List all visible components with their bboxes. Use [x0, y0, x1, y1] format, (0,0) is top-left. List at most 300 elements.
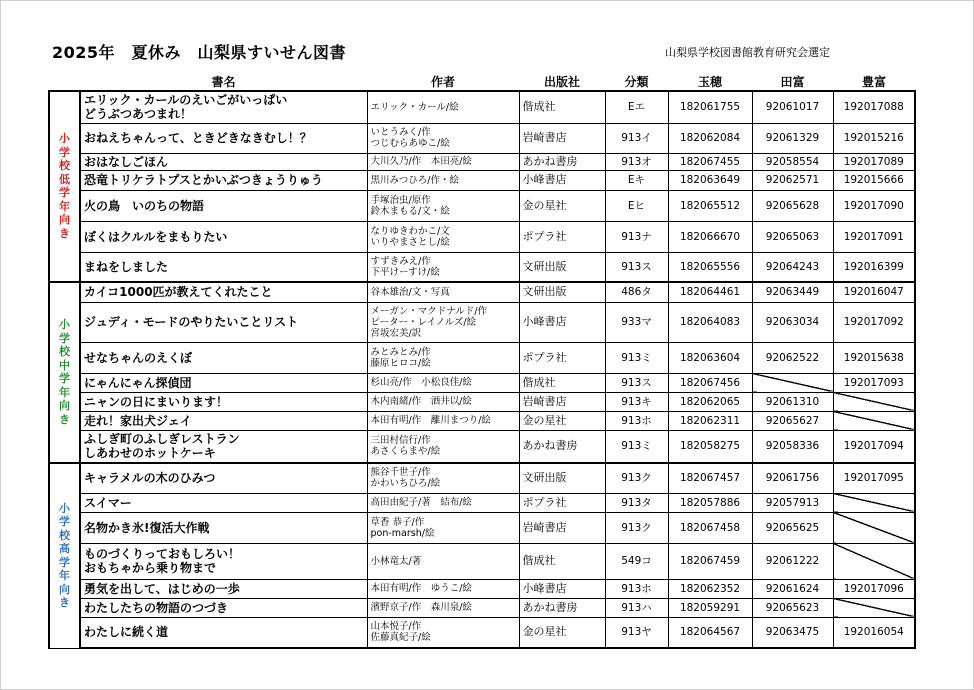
book-author-text: 小林竜太/著 — [370, 555, 422, 567]
book-author-text: いりやまさとし/絵 — [370, 236, 450, 248]
book-row — [49, 543, 915, 579]
book-number-toyotomi-text: 192017093 — [843, 376, 904, 389]
book-number-tatomi — [752, 252, 833, 282]
book-author — [367, 392, 519, 411]
book-number-toyotomi — [833, 392, 915, 411]
book-author — [367, 91, 519, 123]
book-author-text: 佐藤真紀子/絵 — [370, 632, 431, 644]
book-number-tamaho-text: 182067456 — [679, 376, 741, 389]
book-class — [605, 373, 668, 392]
book-row — [49, 392, 915, 411]
book-class — [605, 579, 668, 598]
book-number-tamaho — [668, 91, 752, 123]
book-number-tatomi — [752, 302, 833, 342]
book-number-tamaho — [668, 411, 752, 430]
book-title — [80, 411, 367, 430]
book-number-tatomi — [752, 153, 833, 170]
book-author — [367, 493, 519, 512]
book-number-tamaho-text: 182067459 — [679, 555, 741, 567]
book-row — [49, 123, 915, 153]
book-publisher-text: 岩崎書店 — [522, 131, 567, 144]
book-row — [49, 190, 915, 221]
book-number-tamaho — [668, 373, 752, 392]
table-header-row — [49, 72, 915, 91]
book-row — [49, 512, 915, 543]
book-number-tatomi — [752, 430, 833, 463]
book-title-text: 走れ！家出犬ジェイ — [84, 413, 192, 428]
book-title — [80, 123, 367, 153]
book-number-tatomi — [752, 123, 833, 153]
book-class — [605, 493, 668, 512]
book-number-toyotomi — [833, 190, 915, 221]
book-number-tamaho — [668, 493, 752, 512]
group-label-cell — [49, 463, 80, 648]
group-label: 小学校高学年向き — [59, 501, 70, 609]
book-number-toyotomi-text: 192017095 — [843, 472, 904, 485]
book-author — [367, 411, 519, 430]
book-class-text: 913ミ — [621, 351, 652, 364]
book-publisher — [519, 373, 605, 392]
book-publisher — [519, 91, 605, 123]
book-number-tatomi-text: 92063034 — [765, 316, 820, 328]
book-title — [80, 282, 367, 302]
book-row — [49, 282, 915, 302]
book-publisher — [519, 170, 605, 190]
book-title-text: 勇気を出して、はじめの一歩 — [84, 581, 240, 596]
book-class-text: 913ナ — [621, 230, 652, 243]
book-title-text: 恐竜トリケラトプスとかいぶつきょうりゅう — [84, 173, 323, 187]
book-number-toyotomi-text: 192016054 — [843, 626, 904, 639]
book-number-tamaho — [668, 579, 752, 598]
book-number-tamaho — [668, 512, 752, 543]
book-number-toyotomi — [833, 512, 915, 543]
book-number-toyotomi — [833, 411, 915, 430]
book-number-tamaho-text: 182062311 — [679, 414, 741, 427]
book-row — [49, 598, 915, 617]
book-author — [367, 153, 519, 170]
book-class-text: Eエ — [627, 101, 646, 114]
book-number-toyotomi-text: 192017094 — [843, 440, 904, 453]
book-author — [367, 123, 519, 153]
book-number-tatomi — [752, 221, 833, 252]
book-author-text: 本田有明/作 ゆうこ/絵 — [370, 583, 472, 594]
book-number-tamaho — [668, 543, 752, 579]
book-publisher — [519, 190, 605, 221]
book-author-text: いとうみく/作 — [370, 127, 431, 138]
book-author-text: エリック・カール/絵 — [370, 101, 459, 113]
book-number-tamaho — [668, 617, 752, 648]
book-class — [605, 221, 668, 252]
book-class — [605, 430, 668, 463]
book-number-toyotomi — [833, 302, 915, 342]
book-number-toyotomi — [833, 252, 915, 282]
book-number-tatomi-text: 92061756 — [765, 472, 820, 485]
book-class-text: 913イ — [621, 132, 652, 144]
header-title: 書名 — [80, 72, 367, 91]
group-label: 小学校中学年向き — [59, 318, 70, 426]
book-number-tamaho-text: 182067458 — [679, 521, 741, 534]
book-number-toyotomi — [833, 617, 915, 648]
book-number-toyotomi-text: 192017090 — [843, 199, 904, 212]
book-author-text: メーガン・マクドナルド/作 — [370, 305, 488, 317]
book-title-text: わたしに続く道 — [84, 625, 169, 640]
book-number-tamaho-text: 182065556 — [679, 260, 741, 273]
book-title-text: エリック・カールのえいごがいっぱい — [84, 93, 288, 108]
book-title-text: せなちゃんのえくぼ — [84, 350, 193, 365]
book-number-tamaho-text: 182067457 — [679, 472, 741, 485]
book-number-toyotomi — [833, 153, 915, 170]
book-publisher-text: 文研出版 — [522, 471, 567, 485]
book-number-toyotomi — [833, 430, 915, 463]
book-publisher-text: ポプラ社 — [522, 495, 567, 509]
book-row — [49, 221, 915, 252]
book-author — [367, 512, 519, 543]
book-number-tamaho-text: 182059291 — [679, 601, 741, 614]
book-number-tamaho-text: 182064461 — [679, 286, 741, 299]
book-number-tatomi-text: 92065627 — [765, 414, 820, 427]
book-row — [49, 170, 915, 190]
header-publisher: 出版社 — [519, 72, 605, 91]
book-number-toyotomi-text: 192017096 — [843, 582, 904, 595]
group-label-cell — [49, 282, 80, 463]
book-class — [605, 617, 668, 648]
book-author-text: 大川久乃/作 本田亮/絵 — [370, 156, 472, 167]
book-publisher-text: 文研出版 — [522, 259, 567, 273]
book-title — [80, 342, 367, 373]
book-class-text: 913タ — [621, 496, 652, 509]
selection-organization: 山梨県学校図書館教育研究会選定 — [665, 46, 830, 59]
book-title — [80, 493, 367, 512]
book-author — [367, 221, 519, 252]
book-author-text: 草香 恭子/作 — [370, 516, 425, 528]
book-title-text: おねえちゃんって、ときどきなきむし！？ — [84, 131, 312, 145]
book-author-text: 宮坂宏美/訳 — [370, 327, 422, 339]
book-author-text: 高田由紀子/著 結布/絵 — [370, 497, 472, 508]
book-number-tatomi — [752, 190, 833, 221]
book-author-text: 黒川みつひろ/作・絵 — [370, 174, 460, 186]
book-number-tatomi-text: 92062522 — [765, 351, 820, 364]
book-number-tamaho — [668, 598, 752, 617]
book-class — [605, 342, 668, 373]
book-author — [367, 598, 519, 617]
book-number-tatomi — [752, 392, 833, 411]
book-number-tatomi-text: 92057913 — [765, 496, 820, 509]
book-class-text: 913ヤ — [621, 626, 652, 639]
book-number-tamaho — [668, 430, 752, 463]
book-row — [49, 91, 915, 123]
book-number-tatomi — [752, 373, 833, 392]
book-publisher — [519, 221, 605, 252]
book-number-tamaho — [668, 170, 752, 190]
book-class — [605, 252, 668, 282]
book-row — [49, 411, 915, 430]
book-class-text: 549コ — [621, 555, 652, 567]
book-number-tatomi — [752, 579, 833, 598]
book-number-toyotomi-text: 192016399 — [843, 260, 904, 273]
book-number-toyotomi — [833, 342, 915, 373]
book-publisher — [519, 342, 605, 373]
book-number-tatomi-text: 92065063 — [765, 230, 820, 243]
book-number-toyotomi-text: 192017092 — [843, 316, 904, 328]
book-title — [80, 617, 367, 648]
book-author-text: ピーター・レイノルズ/絵 — [370, 316, 477, 328]
book-author — [367, 579, 519, 598]
book-title-text: 名物かき氷!復活大作戦 — [84, 520, 210, 535]
book-number-toyotomi — [833, 373, 915, 392]
book-publisher — [519, 463, 605, 493]
page-title: 2025年 夏休み 山梨県すいせん図書 — [52, 43, 347, 62]
book-row — [49, 252, 915, 282]
book-title-text: しあわせのホットケーキ — [84, 446, 216, 461]
book-title — [80, 543, 367, 579]
book-class — [605, 91, 668, 123]
book-author — [367, 302, 519, 342]
book-row — [49, 579, 915, 598]
book-number-tamaho-text: 182061755 — [679, 101, 741, 114]
book-class — [605, 411, 668, 430]
book-author-text: 下平けーすけ/絵 — [370, 266, 440, 278]
book-author — [367, 463, 519, 493]
book-number-tamaho-text: 182067455 — [679, 155, 741, 168]
book-row — [49, 463, 915, 493]
header-toyotomi: 豊富 — [833, 72, 915, 91]
book-class — [605, 190, 668, 221]
book-publisher-text: 金の星社 — [522, 625, 567, 639]
book-number-tamaho-text: 182057886 — [679, 496, 741, 509]
book-class-text: 913ミ — [621, 440, 652, 453]
book-author — [367, 252, 519, 282]
book-title — [80, 190, 367, 221]
book-class-text: 913オ — [621, 155, 652, 168]
book-class — [605, 282, 668, 302]
book-number-toyotomi — [833, 579, 915, 598]
book-number-toyotomi — [833, 543, 915, 579]
book-title — [80, 153, 367, 170]
book-publisher-text: 金の星社 — [522, 198, 567, 212]
book-class — [605, 463, 668, 493]
book-publisher — [519, 579, 605, 598]
book-title-text: ふしぎ町のふしぎレストラン — [84, 432, 240, 447]
book-author — [367, 543, 519, 579]
book-number-toyotomi-text: 192017091 — [843, 230, 904, 243]
book-title — [80, 392, 367, 411]
book-publisher — [519, 543, 605, 579]
book-list-table — [48, 72, 916, 649]
book-number-toyotomi — [833, 221, 915, 252]
book-number-tamaho — [668, 463, 752, 493]
book-title-text: ニャンの日にまいります！ — [84, 394, 229, 409]
book-number-tamaho — [668, 342, 752, 373]
book-number-toyotomi — [833, 170, 915, 190]
book-number-tatomi-text: 92065628 — [765, 199, 820, 212]
book-number-tatomi — [752, 282, 833, 302]
book-number-tamaho — [668, 221, 752, 252]
book-class-text: 913ホ — [621, 414, 652, 427]
book-number-tamaho — [668, 282, 752, 302]
book-number-tatomi — [752, 598, 833, 617]
book-author — [367, 170, 519, 190]
book-number-tamaho — [668, 392, 752, 411]
book-author-text: 手塚治虫/原作 — [370, 194, 431, 206]
book-publisher — [519, 392, 605, 411]
book-author-text: つじむらあゆこ/絵 — [370, 138, 450, 149]
book-number-toyotomi — [833, 282, 915, 302]
book-number-tamaho — [668, 123, 752, 153]
book-class-text: 913ス — [621, 376, 652, 389]
book-number-tatomi-text: 92063449 — [765, 286, 820, 299]
book-number-tamaho-text: 182062352 — [679, 582, 741, 595]
book-number-tatomi — [752, 463, 833, 493]
book-publisher-text: ポプラ社 — [522, 350, 567, 364]
book-author-text: 濱野京子/作 森川泉/絵 — [370, 602, 472, 613]
book-publisher-text: 偕成社 — [522, 375, 556, 389]
book-publisher-text: あかね書房 — [522, 600, 578, 614]
book-class — [605, 123, 668, 153]
book-number-toyotomi-text: 192016047 — [843, 286, 904, 299]
book-title — [80, 430, 367, 463]
book-author-text: 鈴木まもる/文・絵 — [370, 205, 450, 217]
book-number-toyotomi — [833, 91, 915, 123]
book-row — [49, 153, 915, 170]
book-title — [80, 373, 367, 392]
book-number-tamaho-text: 182058275 — [679, 440, 741, 453]
book-number-toyotomi-text: 192017089 — [843, 155, 904, 168]
book-class — [605, 543, 668, 579]
book-number-tatomi — [752, 411, 833, 430]
book-author-text: 杉山亮/作 小松良佳/絵 — [370, 377, 472, 388]
book-number-tatomi-text: 92062571 — [765, 174, 820, 186]
book-number-tamaho-text: 182064567 — [679, 626, 741, 639]
book-class — [605, 170, 668, 190]
book-row — [49, 302, 915, 342]
book-title-text: カイコ1000匹が教えてくれたこと — [84, 285, 273, 300]
book-number-tatomi-text: 92065623 — [765, 601, 820, 614]
book-number-tamaho-text: 182062065 — [679, 395, 741, 408]
book-title-text: 火の鳥 いのちの物語 — [84, 198, 205, 213]
book-number-tatomi — [752, 170, 833, 190]
book-publisher-text: 金の星社 — [522, 413, 567, 427]
book-number-tamaho — [668, 302, 752, 342]
book-class — [605, 512, 668, 543]
book-number-tatomi — [752, 512, 833, 543]
book-title — [80, 463, 367, 493]
book-number-tamaho-text: 182065512 — [679, 199, 741, 212]
group-header — [49, 72, 80, 91]
book-number-toyotomi-text: 192015216 — [843, 132, 904, 144]
book-class — [605, 598, 668, 617]
book-title-text: わたしたちの物語のつづき — [84, 600, 229, 615]
book-number-tatomi — [752, 342, 833, 373]
book-author-text: pon-marsh/絵 — [370, 527, 435, 539]
book-publisher-text: 偕成社 — [522, 554, 556, 567]
book-publisher-text: ポプラ社 — [522, 229, 567, 243]
book-class — [605, 302, 668, 342]
book-author-text: すずきみえ/作 — [370, 255, 431, 267]
book-author-text: 木内南緒/作 酒井以/絵 — [370, 396, 472, 407]
book-number-toyotomi-text: 192017088 — [843, 101, 904, 114]
book-publisher-text: 小峰書店 — [522, 315, 567, 328]
header-tatomi: 田富 — [752, 72, 833, 91]
book-title-text: まねをしました — [84, 259, 169, 274]
book-number-tamaho-text: 182063604 — [679, 351, 741, 364]
book-number-toyotomi-text: 192015666 — [843, 174, 904, 186]
book-author — [367, 342, 519, 373]
book-number-toyotomi — [833, 493, 915, 512]
book-number-tatomi-text: 92063475 — [765, 626, 820, 639]
book-number-tamaho — [668, 190, 752, 221]
book-author-text: 熊谷千世子/作 — [370, 467, 431, 479]
book-publisher-text: 小峰書店 — [522, 581, 567, 595]
book-number-toyotomi — [833, 463, 915, 493]
book-publisher — [519, 153, 605, 170]
book-title-text: ジュディ・モードのやりたいことリスト — [84, 315, 299, 329]
book-author-text: 藤原ヒロコ/絵 — [370, 357, 431, 369]
book-publisher-text: 岩崎書店 — [522, 394, 567, 408]
book-publisher-text: 小峰書店 — [522, 173, 567, 186]
book-title-text: ものづくりっておもしろい！ — [84, 547, 241, 561]
book-class-text: 486タ — [621, 286, 652, 299]
book-publisher — [519, 598, 605, 617]
book-publisher-text: あかね書房 — [522, 154, 578, 168]
book-number-toyotomi-text: 192015638 — [843, 351, 904, 364]
book-author — [367, 190, 519, 221]
book-publisher — [519, 512, 605, 543]
book-class-text: 913キ — [621, 395, 652, 408]
header-tamaho: 玉穂 — [668, 72, 752, 91]
book-class-text: Eキ — [627, 174, 646, 186]
book-title — [80, 598, 367, 617]
book-publisher-text: 偕成社 — [522, 100, 556, 114]
book-publisher — [519, 493, 605, 512]
book-author — [367, 373, 519, 392]
book-publisher — [519, 617, 605, 648]
book-class-text: 913ハ — [621, 601, 652, 614]
book-author-text: 山本悦子/作 — [370, 621, 422, 633]
book-author-text: みとみとみ/作 — [370, 346, 431, 358]
book-number-tamaho-text: 182063649 — [679, 174, 741, 186]
book-author — [367, 617, 519, 648]
book-number-tatomi — [752, 91, 833, 123]
book-number-tatomi — [752, 493, 833, 512]
book-publisher — [519, 252, 605, 282]
group-label-cell — [49, 91, 80, 282]
book-title — [80, 221, 367, 252]
book-author-text: 谷本雄治/文・写真 — [370, 286, 450, 298]
book-publisher-text: 文研出版 — [522, 285, 567, 299]
book-row — [49, 493, 915, 512]
book-author-text: 三田村信行/作 — [370, 435, 431, 447]
book-author-text: なりゆきわかこ/文 — [370, 225, 450, 237]
header-class: 分類 — [605, 72, 668, 91]
book-number-tatomi-text: 92061310 — [765, 395, 820, 408]
book-publisher — [519, 430, 605, 463]
book-title-text: キャラメルの木のひみつ — [84, 471, 216, 486]
book-publisher-text: あかね書房 — [522, 439, 578, 453]
book-row — [49, 373, 915, 392]
book-title — [80, 252, 367, 282]
book-publisher — [519, 302, 605, 342]
book-number-tatomi-text: 92061624 — [765, 582, 820, 595]
book-number-tatomi — [752, 543, 833, 579]
book-class-text: 913ク — [621, 472, 652, 485]
book-number-tatomi-text: 92061017 — [765, 101, 820, 114]
book-title-text: おはなしごほん — [84, 154, 169, 169]
book-title-text: にゃんにゃん探偵団 — [84, 375, 192, 390]
book-row — [49, 617, 915, 648]
book-title-text: おもちゃから乗り物まで — [84, 561, 217, 575]
book-number-tatomi — [752, 617, 833, 648]
book-number-tatomi-text: 92058554 — [765, 155, 820, 168]
